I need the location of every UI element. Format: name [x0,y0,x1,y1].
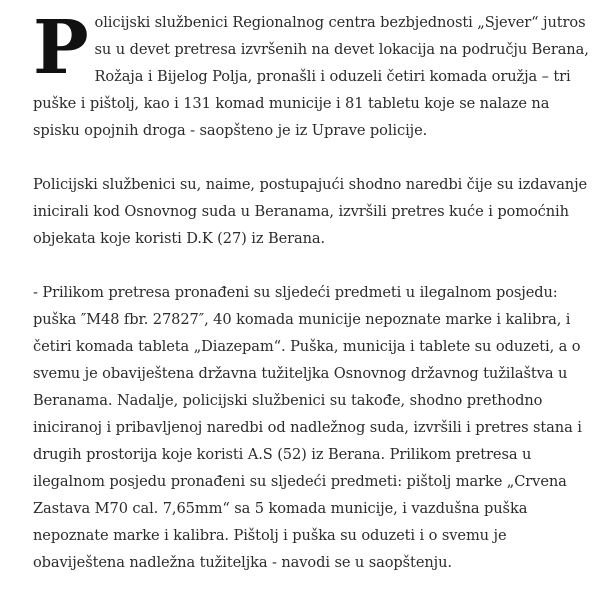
paragraph-1 [33,5,599,144]
drop-cap-letter: P [33,5,89,91]
paragraph-2: Policijski službenici su, naime, postupajući shodno naredbi čije su izdavanje inicirali kod Osnovnog suda u Beranama, izvršili pretres kuće i pomoćnih objekata koje koristi D.K (27) iz Berana. [33,176,588,247]
article-body [33,5,599,603]
paragraph-1-text: olicijski službenici Regionalnog centra bezbjednosti „Sjever“ jutros su u devet pretresa izvršenih na devet lokacija na području Berana, Rožaja i Bijelog Polja, pronašli i oduzeli četiri komada oružja – tri puške i pištolj, kao i 131 komad municije i 81 tabletu koje se nalaze na spisku opojnih droga - saopšteno je iz Uprave policije. [33,14,589,139]
paragraph-3: - Prilikom pretresa pronađeni su sljedeći predmeti u ilegalnom posjedu: puška ″M48 fbr. 27827″, 40 komada municije nepoznate marke i kalibra, i četiri komada tableta „Diazepam“. Puška, municija i tablete su oduzeti, a o svemu je obaviještena državna tužiteljka Osnovnog državnog tužilaštva u Beranama. Nadalje, policijski službenici su takođe, shodno prethodno iniciranoj i pribavljenoj naredbi od nadležnog suda, izvršili i pretres stana i drugih prostorija koje koristi A.S (52) iz Berana. Prilikom pretresa u ilegalnom posjedu pronađeni su sljedeći predmeti: pištolj marke „Crvena Zastava M70 cal. 7,65mm“ sa 5 komada municije, i vazdušna puška nepoznate marke i kalibra. Pištolj i puška su oduzeti i o svemu je obaviještena nadležna tužiteljka - navodi se u saopštenju. [33,284,582,571]
